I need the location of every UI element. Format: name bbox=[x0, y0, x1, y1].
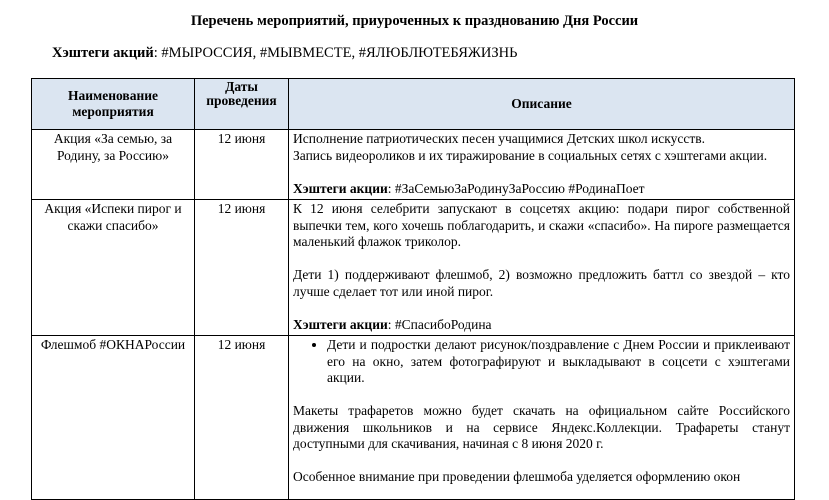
description-paragraph: Макеты трафаретов можно будет скачать на официальном сайте Российского движения школьников и на сервисе Яндекс.Коллекции. Трафареты станут доступными для скачивания, начиная с 8 июня 2020 г. bbox=[293, 403, 790, 451]
table-header-row bbox=[32, 79, 795, 130]
table-row bbox=[32, 336, 795, 500]
document-title: Перечень мероприятий, приуроченных к празднованию Дня России bbox=[190, 13, 639, 29]
description-paragraph: Дети 1) поддерживают флешмоб, 2) возможно предложить баттл со звездой – кто лучше сделает тот или иной пирог. bbox=[293, 267, 790, 299]
events-table bbox=[31, 78, 795, 500]
event-name: Флешмоб #ОКНАРоссии bbox=[32, 336, 195, 500]
event-description bbox=[289, 336, 795, 500]
description-paragraph: К 12 июня селебрити запускают в соцсетях акцию: подари пирог собственной выпечки тем, кого хочешь поблагодарить, и скажи «спасибо». На пироге размещается маленький флажок триколор. bbox=[293, 201, 790, 249]
table-row bbox=[32, 130, 795, 200]
event-hashtags-label: Хэштеги акции bbox=[293, 180, 388, 196]
event-description bbox=[289, 200, 795, 336]
description-line: Запись видеороликов и их тиражирование в социальных сетях с хэштегами акции. bbox=[293, 147, 768, 163]
event-date: 12 июня bbox=[195, 336, 289, 500]
event-hashtags-label: Хэштеги акции bbox=[293, 316, 388, 332]
header-description: Описание bbox=[289, 79, 795, 130]
table-row bbox=[32, 200, 795, 336]
hashtags-line bbox=[52, 44, 517, 62]
event-hashtags bbox=[293, 317, 790, 334]
hashtags-value: : #МЫРОССИЯ, #МЫВМЕСТЕ, #ЯЛЮБЛЮТЕБЯЖИЗНЬ bbox=[153, 45, 518, 61]
event-hashtags-value: : #СпасибоРодина bbox=[387, 316, 492, 332]
header-name: Наименование мероприятия bbox=[32, 79, 195, 130]
description-paragraph: Особенное внимание при проведении флешмоба уделяется оформлению окон bbox=[293, 469, 741, 484]
description-bullet-list bbox=[293, 337, 790, 387]
header-dates: Даты проведения bbox=[195, 79, 289, 130]
event-name: Акция «Испеки пирог и скажи спасибо» bbox=[32, 200, 195, 336]
event-hashtags bbox=[293, 181, 790, 198]
event-date: 12 июня bbox=[195, 200, 289, 336]
event-hashtags-value: : #ЗаСемьюЗаРодинуЗаРоссию #РодинаПоет bbox=[387, 180, 645, 196]
list-item: • Дети и подростки делают рисунок/поздравление с Днем России и приклеивают его на окно, затем фотографируют и выкладывают в соцсети с хэштегами акции. bbox=[327, 337, 790, 387]
hashtags-label: Хэштеги акций bbox=[52, 45, 154, 61]
event-date: 12 июня bbox=[195, 130, 289, 200]
event-name: Акция «За семью, за Родину, за Россию» bbox=[32, 130, 195, 200]
description-line: Исполнение патриотических песен учащимися Детских школ искусств. bbox=[293, 131, 705, 146]
event-description bbox=[289, 130, 795, 200]
